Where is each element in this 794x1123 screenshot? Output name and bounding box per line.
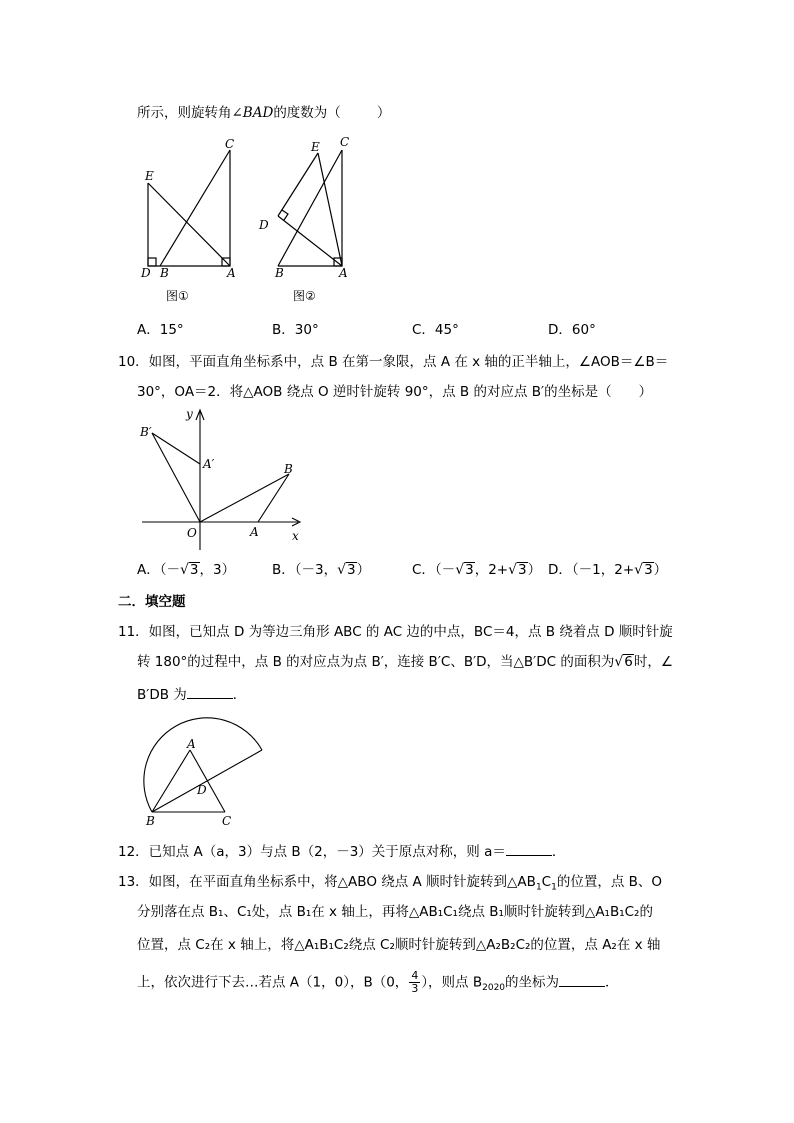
fig2-label-a: A: [339, 266, 348, 280]
fig1-label-c: C: [225, 137, 235, 151]
q10-label-a: A: [250, 525, 259, 539]
fig2-caption: 图②: [293, 289, 316, 303]
q11-line3: B′DB 为 ．: [137, 684, 246, 705]
q11-label-b: B: [146, 814, 155, 828]
fig1-label-b: B: [160, 266, 169, 280]
q10-label-x: x: [292, 529, 299, 543]
q11-label-d: D: [197, 783, 207, 797]
q9-option-a: A．15°: [137, 322, 184, 338]
q9-option-d: D．60°: [548, 322, 596, 338]
fig1-label-a: A: [227, 266, 236, 280]
fig2-label-e: E: [311, 140, 320, 154]
q10-option-a: A．（－√3，3）: [137, 562, 236, 578]
fig2-label-d: D: [259, 218, 269, 232]
q11-line1: 11．如图，已知点 D 为等边三角形 ABC 的 AC 边的中点，BC＝4，点 B 绕着点 D 顺时针旋: [118, 624, 673, 640]
fig1-label-d: D: [141, 266, 151, 280]
fig2-label-c: C: [340, 135, 350, 149]
q13-line4: 上，依次进行下去…若点 A（1，0），B（0， $\frac{4}{3}$ ），则点 $B_{2020}$的坐标为 ．: [137, 969, 619, 995]
q10-label-b: B: [284, 462, 293, 476]
fig1-caption: 图①: [166, 289, 189, 303]
q10-label-a-prime: A′: [203, 457, 215, 471]
q13-line3: 位置，点 C₂在 x 轴上，将△A₁B₁C₂绕点 C₂顺时针旋转到△A₂B₂C₂的位置，点 A₂在 x 轴: [137, 937, 661, 953]
q9-option-c: C．45°: [412, 322, 459, 338]
q10-line2: 30°，OA＝2．将△AOB 绕点 O 逆时针旋转 90°，点 B 的对应点 B′的坐标是（ ）: [137, 384, 653, 400]
q13-fraction: $\frac{4}{3}$: [411, 969, 419, 995]
q10-option-b: B．（－3，√3）: [272, 562, 371, 578]
q13-line1: 13．如图，在平面直角坐标系中，将△ABO 绕点 A 顺时针旋转到$\triangle AB_1C_1$的位置，点 B、O: [118, 874, 663, 893]
section-fill-in-blank: 二．填空题: [118, 594, 186, 610]
q11-label-c: C: [222, 814, 232, 828]
q10-option-d: D．（－1，2+√3）: [548, 562, 668, 578]
q10-option-c: C．（－√3，2+√3）: [412, 562, 542, 578]
q10-label-y: y: [186, 407, 193, 421]
q11-label-a: A: [187, 737, 196, 751]
q13-line2: 分别落在点 B₁、C₁处，点 B₁在 x 轴上，再将△AB₁C₁绕点 B₁顺时针旋转到△A₁B₁C₂的: [137, 904, 653, 920]
q9-stem: 所示，则旋转角∠BAD的度数为（ ）: [137, 105, 391, 121]
q9-option-b: B．30°: [272, 322, 319, 338]
q10-label-b-prime: B′: [140, 425, 152, 439]
q11-line2: 转 180°的过程中，点 B 的对应点为点 B′，连接 B′C、B′D，当△B′DC 的面积为√6时，∠: [137, 654, 673, 670]
fig2-label-b: B: [275, 266, 284, 280]
q10-line1: 10．如图，平面直角坐标系中，点 B 在第一象限，点 A 在 x 轴的正半轴上，∠AOB＝∠B＝: [118, 354, 669, 370]
q10-label-o: O: [187, 526, 197, 540]
q12-text: 12．已知点 A（a，3）与点 B（2，－3）关于原点对称，则 a＝ ．: [118, 841, 565, 862]
fig1-label-e: E: [145, 169, 154, 183]
